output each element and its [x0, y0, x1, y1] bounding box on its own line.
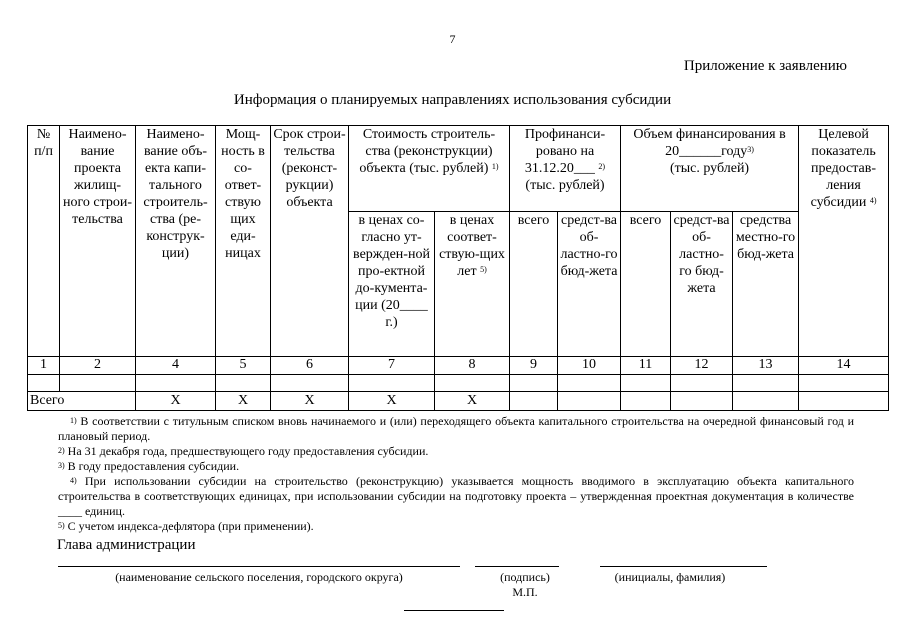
col-num: 14	[799, 357, 889, 375]
col-num: 1	[28, 357, 60, 375]
initials-caption: (инициалы, фамилия)	[614, 570, 726, 584]
page-title: Информация о планируемых направлениях использования субсидии	[233, 92, 672, 108]
cell	[271, 375, 349, 392]
col-num: 4	[136, 357, 216, 375]
cell	[349, 375, 435, 392]
cell	[671, 392, 733, 411]
header-cofin-total: всего	[510, 211, 558, 357]
signature-caption: (подпись)	[500, 570, 550, 584]
total-row	[28, 392, 889, 411]
header-cost-current: в ценах соответ-ствую-щих лет $^{5)}$	[435, 211, 510, 357]
col-num: 6	[271, 357, 349, 375]
signature-line	[475, 566, 559, 567]
cell	[435, 375, 510, 392]
header-term: Срок строи-тельства (реконст-рукции) объекта	[271, 126, 349, 357]
total-x: Х	[136, 392, 216, 411]
name-caption: (наименование сельского поселения, городского округа)	[115, 570, 403, 584]
header-target-cont	[799, 211, 889, 357]
cell	[671, 375, 733, 392]
name-line	[58, 566, 460, 567]
cell	[621, 392, 671, 411]
cell	[510, 375, 558, 392]
total-x: Х	[216, 392, 271, 411]
cell	[136, 375, 216, 392]
total-x: Х	[271, 392, 349, 411]
col-num: 12	[671, 357, 733, 375]
header-target: Целевой показатель предостав-ления субсидии $^{4)}$	[799, 126, 889, 212]
table-row	[28, 375, 889, 392]
page-number: 7	[449, 32, 456, 46]
footnote-2: $^{2)}$ На 31 декабря года, предшествующего году предоставления субсидии.	[58, 444, 429, 458]
header-number: № п/п	[28, 126, 60, 357]
subsidy-table	[27, 125, 889, 411]
col-num: 8	[435, 357, 510, 375]
footnote-1: $^{1)}$ В соответствии с титульным списком вновь начинаемого и (или) переходящего объекта капитального строительства на очередной финансовый год и плановый период.	[58, 414, 855, 443]
column-number-row	[28, 357, 889, 375]
col-num: 7	[349, 357, 435, 375]
stamp-label: М.П.	[512, 585, 538, 599]
header-cofinanced-group: Профинанси-ровано на 31.12.20___ $^{2)}$ (тыс. рублей)	[510, 126, 621, 212]
cell	[216, 375, 271, 392]
header-row-1	[28, 126, 889, 212]
cell	[510, 392, 558, 411]
total-label: Всего	[28, 392, 136, 411]
cell	[799, 392, 889, 411]
header-vol-regional: средст-ва об-ластно-го бюд-жета	[671, 211, 733, 357]
header-cofin-regional: средст-ва об-ластно-го бюд-жета	[558, 211, 621, 357]
col-num: 10	[558, 357, 621, 375]
initials-line	[600, 566, 767, 567]
cell	[733, 392, 799, 411]
head-of-administration: Глава администрации	[57, 537, 196, 553]
header-volume-group: Объем финансирования в 20______году$^{3)}$ (тыс. рублей)	[621, 126, 799, 212]
bottom-rule	[404, 610, 504, 611]
col-num: 13	[733, 357, 799, 375]
cell	[28, 375, 60, 392]
total-x: Х	[349, 392, 435, 411]
footnote-3: $^{3)}$ В году предоставления субсидии.	[58, 459, 240, 473]
col-num: 5	[216, 357, 271, 375]
header-cost-approved: в ценах со-гласно ут-вержден-ной про-ектной до-кумента-ции (20____ г.)	[349, 211, 435, 357]
cell	[733, 375, 799, 392]
header-cost-group: Стоимость строитель-ства (реконструкции) объекта (тыс. рублей) $^{1)}$	[349, 126, 510, 212]
header-project-name: Наимено-вание проекта жилищ-ного строи-тельства	[60, 126, 136, 357]
footnote-4: $^{4)}$ При использовании субсидии на строительство (реконструкцию) указывается мощность вводимого в эксплуатацию объекта капитального строительства в соответствующих единицах, при использовании субсидии на подготовку проекта – утвержденная проектная документация в количестве ____ единиц.	[58, 474, 854, 518]
cell	[558, 392, 621, 411]
cell	[558, 375, 621, 392]
header-vol-total: всего	[621, 211, 671, 357]
col-num: 2	[60, 357, 136, 375]
footnote-5: $^{5)}$ С учетом индекса-дефлятора (при применении).	[58, 519, 314, 533]
total-x: Х	[435, 392, 510, 411]
header-vol-local: средства местно-го бюд-жета	[733, 211, 799, 357]
header-object-name: Наимено-вание объ-екта капи-тального строитель-ства (ре-конструк-ции)	[136, 126, 216, 357]
cell	[621, 375, 671, 392]
col-num: 11	[621, 357, 671, 375]
appendix-label: Приложение к заявлению	[683, 58, 847, 74]
cell	[799, 375, 889, 392]
header-capacity: Мощ-ность в со-ответ-ствую щих еди-ницах	[216, 126, 271, 357]
col-num: 9	[510, 357, 558, 375]
cell	[60, 375, 136, 392]
